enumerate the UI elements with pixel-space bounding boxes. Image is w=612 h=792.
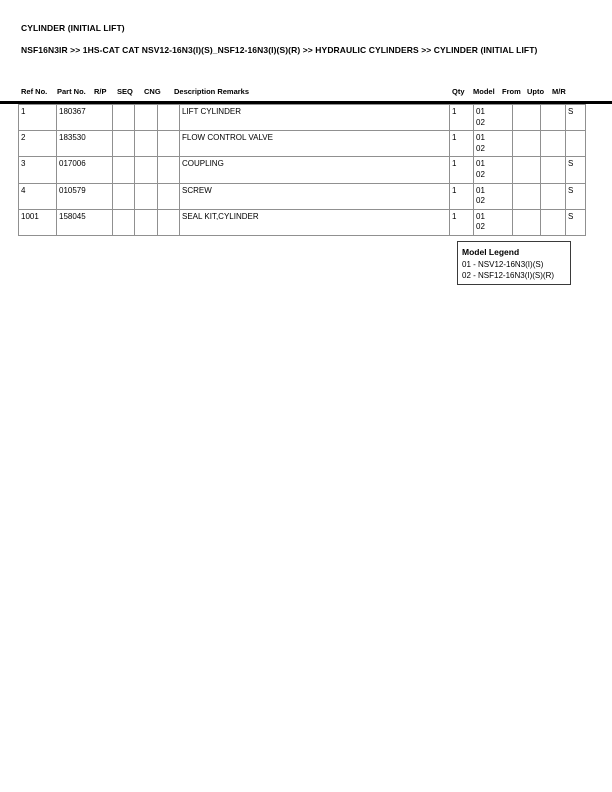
cell-cng [158, 131, 180, 157]
table-row [19, 157, 586, 183]
cell-description: SEAL KIT,CYLINDER [180, 209, 450, 235]
header-from: From [502, 87, 521, 96]
cell-from [513, 183, 541, 209]
model-legend-box [457, 241, 571, 285]
cell-mr: S [566, 157, 586, 183]
table-row [19, 131, 586, 157]
cell-seq [135, 183, 158, 209]
header-cng: CNG [144, 87, 161, 96]
cell-ref-no: 1001 [19, 209, 57, 235]
cell-part-no: 158045 [57, 209, 113, 235]
cell-description: LIFT CYLINDER [180, 105, 450, 131]
page-title: CYLINDER (INITIAL LIFT) [21, 23, 125, 33]
model-code: 01 [476, 159, 485, 169]
cell-qty: 1 [450, 183, 474, 209]
cell-qty: 1 [450, 131, 474, 157]
header-part-no: Part No. [57, 87, 86, 96]
cell-seq [135, 157, 158, 183]
parts-table [18, 104, 586, 236]
cell-upto [541, 183, 566, 209]
cell-model [474, 157, 513, 183]
header-description: Description Remarks [174, 87, 250, 96]
header-ref-no: Ref No. [21, 87, 48, 96]
cell-ref-no: 3 [19, 157, 57, 183]
cell-rp [113, 209, 135, 235]
cell-description: SCREW [180, 183, 450, 209]
cell-seq [135, 209, 158, 235]
cell-qty: 1 [450, 157, 474, 183]
cell-part-no: 010579 [57, 183, 113, 209]
header-rp: R/P [94, 87, 107, 96]
header-model: Model [473, 87, 495, 96]
cell-upto [541, 131, 566, 157]
cell-mr: S [566, 183, 586, 209]
table-row [19, 209, 586, 235]
breadcrumb: NSF16N3IR >> 1HS-CAT CAT NSV12-16N3(I)(S)_NSF12-16N3(I)(S)(R) >> HYDRAULIC CYLINDERS >> CYLINDER (INITIAL LIFT) [21, 45, 538, 55]
cell-model [474, 183, 513, 209]
cell-seq [135, 105, 158, 131]
cell-upto [541, 105, 566, 131]
cell-rp [113, 131, 135, 157]
table-row [19, 105, 586, 131]
cell-mr [566, 131, 586, 157]
model-legend-item: 01 - NSV12-16N3(I)(S) [462, 260, 544, 269]
cell-ref-no: 2 [19, 131, 57, 157]
cell-qty: 1 [450, 209, 474, 235]
cell-part-no: 180367 [57, 105, 113, 131]
cell-cng [158, 183, 180, 209]
model-code: 02 [476, 143, 485, 153]
table-column-headers [0, 87, 612, 98]
cell-model [474, 105, 513, 131]
cell-ref-no: 4 [19, 183, 57, 209]
cell-description: FLOW CONTROL VALVE [180, 131, 450, 157]
cell-part-no: 017006 [57, 157, 113, 183]
cell-part-no: 183530 [57, 131, 113, 157]
cell-cng [158, 105, 180, 131]
header-qty: Qty [452, 87, 465, 96]
model-code: 02 [476, 117, 485, 127]
cell-seq [135, 131, 158, 157]
header-seq: SEQ [117, 87, 133, 96]
model-code: 02 [476, 169, 485, 179]
model-legend-title: Model Legend [462, 247, 520, 257]
cell-upto [541, 209, 566, 235]
cell-upto [541, 157, 566, 183]
cell-rp [113, 105, 135, 131]
cell-from [513, 105, 541, 131]
header-mr: M/R [552, 87, 566, 96]
model-code: 01 [476, 107, 485, 116]
cell-model [474, 209, 513, 235]
model-code: 01 [476, 133, 485, 143]
model-code: 01 [476, 185, 485, 195]
model-code: 02 [476, 196, 485, 206]
cell-cng [158, 157, 180, 183]
model-code: 02 [476, 222, 485, 232]
cell-model [474, 131, 513, 157]
cell-mr: S [566, 105, 586, 131]
cell-from [513, 209, 541, 235]
cell-cng [158, 209, 180, 235]
header-upto: Upto [527, 87, 545, 96]
table-row [19, 183, 586, 209]
cell-rp [113, 157, 135, 183]
cell-from [513, 131, 541, 157]
cell-ref-no: 1 [19, 105, 57, 131]
model-code: 01 [476, 211, 485, 221]
cell-mr: S [566, 209, 586, 235]
cell-rp [113, 183, 135, 209]
cell-from [513, 157, 541, 183]
model-legend-item: 02 - NSF12-16N3(I)(S)(R) [462, 270, 555, 280]
cell-qty: 1 [450, 105, 474, 131]
cell-description: COUPLING [180, 157, 450, 183]
